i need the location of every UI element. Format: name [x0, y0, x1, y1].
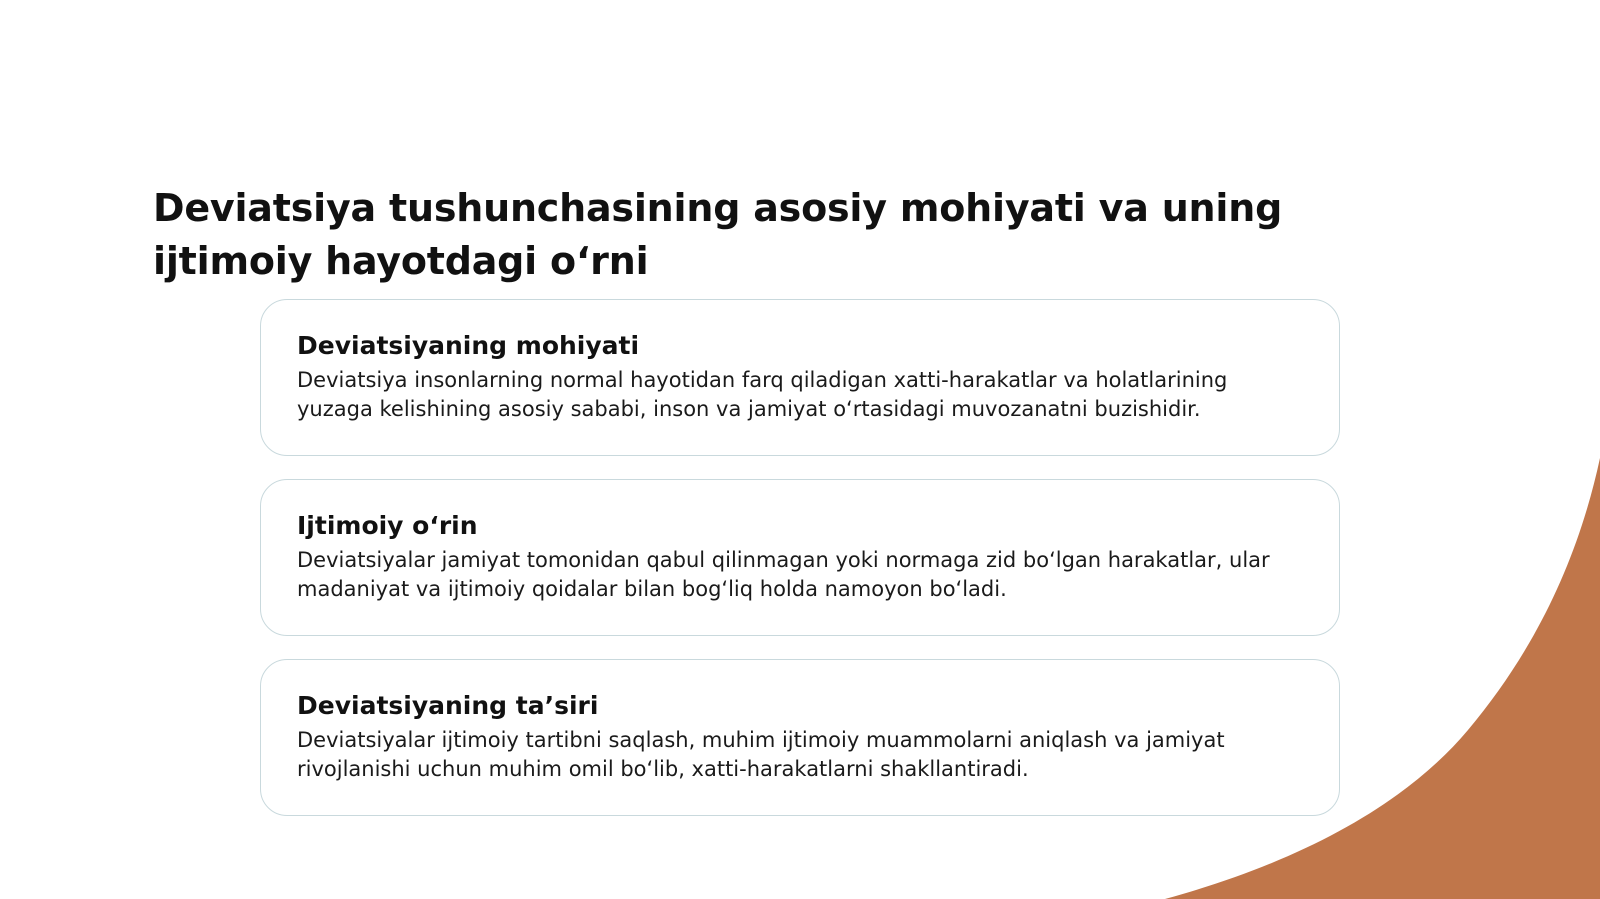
card-title: Deviatsiyaning mohiyati [297, 331, 640, 360]
cards-list [260, 299, 1340, 839]
card-deviatsiyaning-mohiyati [260, 299, 1340, 456]
card-deviatsiyaning-tasiri [260, 659, 1340, 816]
card-text: Deviatsiyalar jamiyat tomonidan qabul qilinmagan yoki normaga zid bo‘lgan harakatlar, ular madaniyat va ijtimoiy qoidalar bilan bog‘liq holda namoyon bo‘ladi. [297, 548, 1270, 601]
card-ijtimoiy-orin [260, 479, 1340, 636]
card-title: Deviatsiyaning ta’siri [297, 691, 599, 720]
card-text: Deviatsiya insonlarning normal hayotidan farq qiladigan xatti-harakatlar va holatlarining yuzaga kelishining asosiy sababi, inson va jamiyat o‘rtasidagi muvozanatni buzishidir. [297, 368, 1228, 421]
card-title: Ijtimoiy o‘rin [297, 511, 478, 540]
card-text: Deviatsiyalar ijtimoiy tartibni saqlash, muhim ijtimoiy muammolarni aniqlash va jamiyat rivojlanishi uchun muhim omil bo‘lib, xatti-harakatlarni shakllantiradi. [297, 728, 1225, 781]
slide-title: Deviatsiya tushunchasining asosiy mohiyati va uning ijtimoiy hayotdagi o‘rni [153, 186, 1283, 283]
